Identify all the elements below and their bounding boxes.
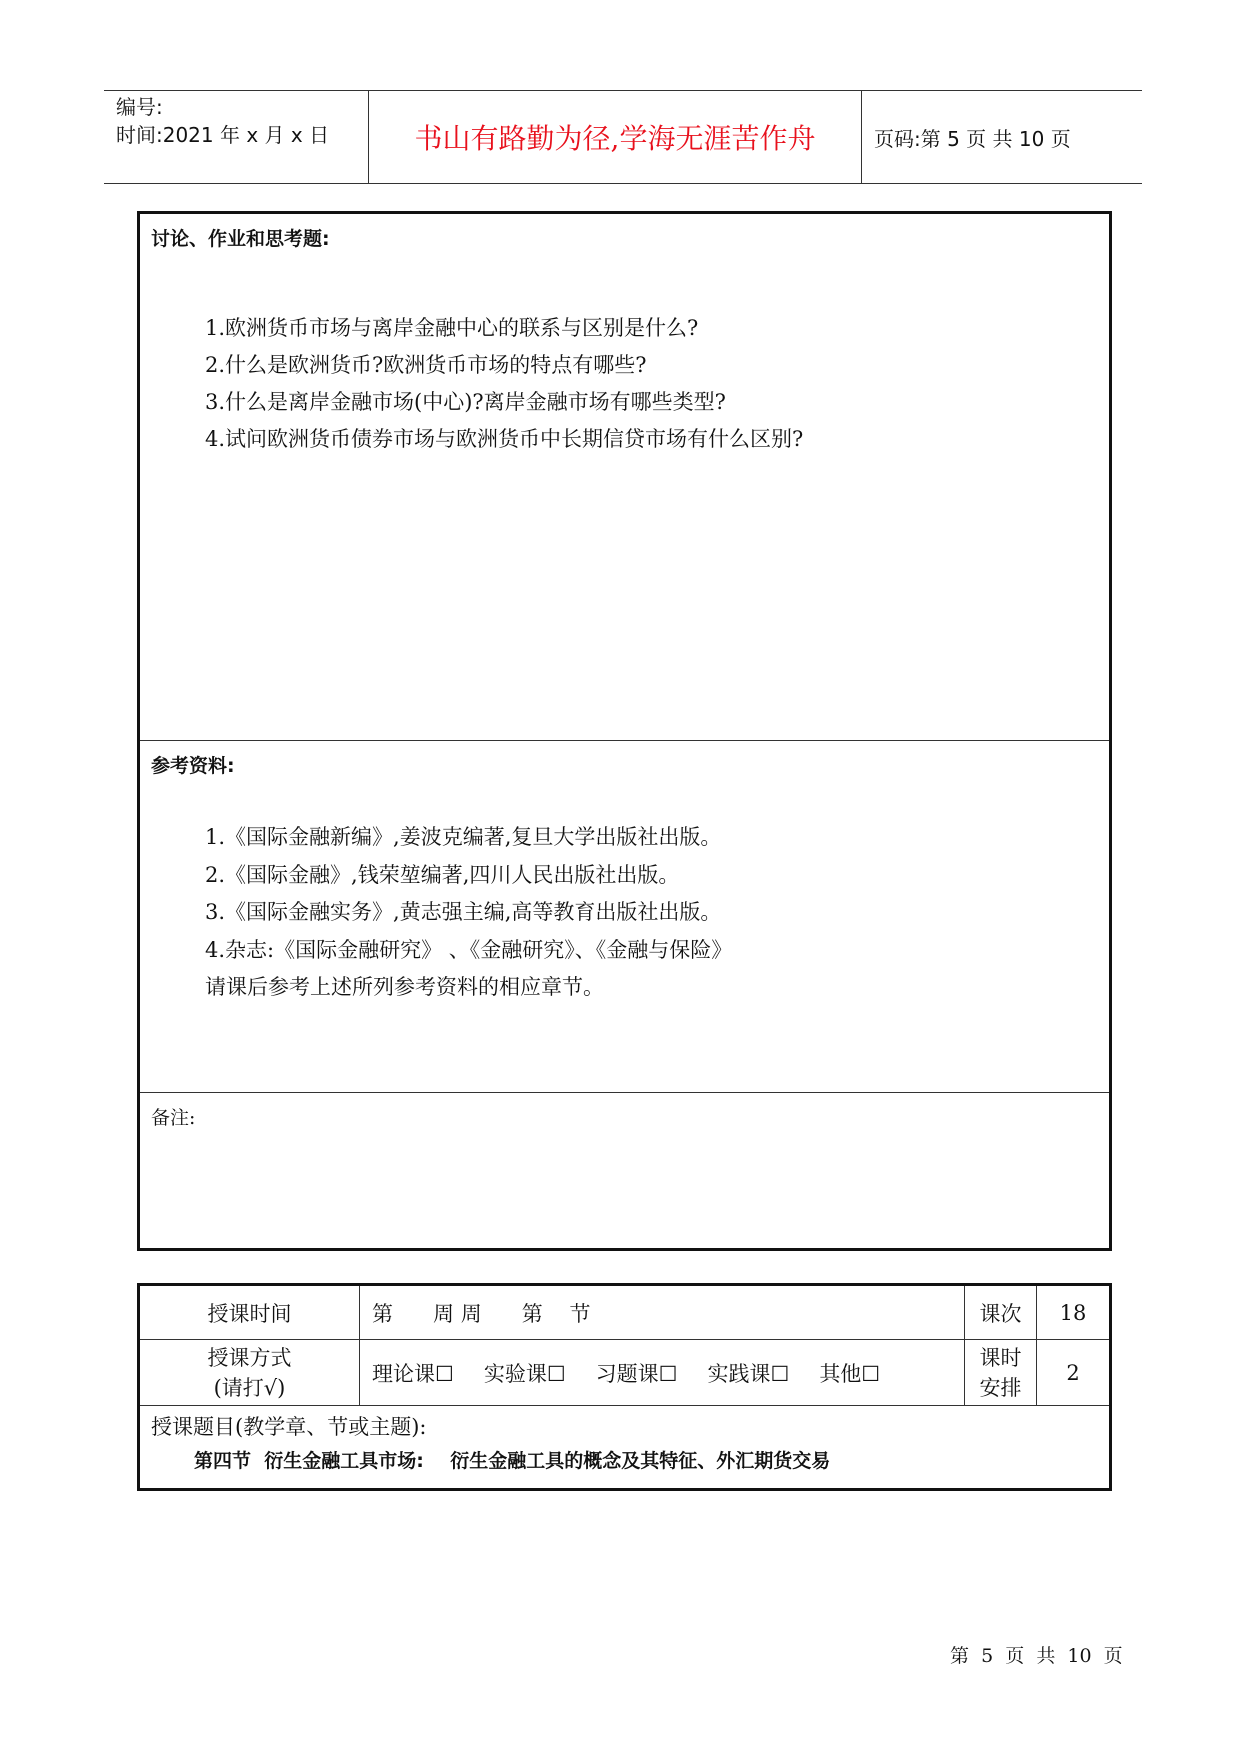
schedule-table xyxy=(137,1283,1112,1491)
time-value: 第 周 周 第 节 xyxy=(360,1286,965,1339)
list-item: 3.什么是离岸金融市场(中心)?离岸金融市场有哪些类型? xyxy=(205,390,726,414)
page-code: 页码:第 5 页 共 10 页 xyxy=(874,126,1071,151)
lesson-no-label: 课次 xyxy=(965,1286,1037,1339)
discussion-section xyxy=(140,214,1109,741)
list-item: 请课后参考上述所列参考资料的相应章节。 xyxy=(205,975,604,999)
lesson-no: 18 xyxy=(1059,1300,1087,1325)
remarks-title: 备注: xyxy=(151,1107,196,1129)
method-label xyxy=(140,1340,360,1405)
hours-label xyxy=(965,1340,1037,1405)
method-options xyxy=(360,1340,965,1405)
method-option-theory[interactable]: 理论课☐ xyxy=(372,1361,454,1386)
method-label-line-1: 授课方式 xyxy=(207,1345,292,1370)
list-item: 2.《国际金融》,钱荣堃编著,四川人民出版社出版。 xyxy=(205,862,680,887)
discussion-title: 讨论、作业和思考题: xyxy=(151,228,330,250)
list-item: 1.《国际金融新编》,姜波克编著,复旦大学出版社出版。 xyxy=(205,825,722,849)
page-header xyxy=(104,90,1142,184)
method-label-line-2: (请打√) xyxy=(213,1375,286,1400)
list-item: 3.《国际金融实务》,黄志强主编,高等教育出版社出版。 xyxy=(205,900,722,924)
list-item: 1.欧洲货币市场与离岸金融中心的联系与区别是什么? xyxy=(205,316,699,340)
reference-list xyxy=(205,819,1098,1007)
method-option-exercise[interactable]: 习题课☐ xyxy=(595,1361,678,1386)
method-option-other[interactable]: 其他☐ xyxy=(819,1361,881,1386)
topic-cell xyxy=(140,1406,1109,1488)
hours-label-line-2: 安排 xyxy=(979,1375,1022,1400)
number-label: 编号: xyxy=(116,95,163,119)
topic-label: 授课题目(教学章、节或主题): xyxy=(151,1415,427,1439)
list-item: 4.杂志:《国际金融研究》 、《金融研究》、《金融与保险》 xyxy=(205,937,733,962)
page-footer: 第 5 页 共 10 页 xyxy=(950,1645,1123,1667)
table-row xyxy=(140,1340,1109,1406)
method-option-practice[interactable]: 实践课☐ xyxy=(707,1361,790,1386)
hours-label-line-1: 课时 xyxy=(979,1345,1022,1370)
header-meta xyxy=(104,91,369,183)
hours-value: 2 xyxy=(1066,1360,1080,1385)
method-option-lab[interactable]: 实验课☐ xyxy=(483,1361,566,1386)
references-title: 参考资料: xyxy=(151,755,235,777)
time-label: 授课时间 xyxy=(140,1286,360,1339)
list-item: 4.试问欧洲货币债券市场与欧洲货币中长期信贷市场有什么区别? xyxy=(205,427,804,451)
list-item: 2.什么是欧洲货币?欧洲货币市场的特点有哪些? xyxy=(205,353,647,377)
table-row xyxy=(140,1286,1109,1340)
content-box xyxy=(137,211,1112,1251)
references-section xyxy=(140,741,1109,1093)
question-list xyxy=(205,310,1098,458)
topic-text: 第四节 衍生金融工具市场: 衍生金融工具的概念及其特征、外汇期货交易 xyxy=(194,1450,831,1472)
time-line: 时间:2021 年 x 月 x 日 xyxy=(116,123,330,147)
remarks-section xyxy=(140,1093,1109,1248)
motto: 书山有路勤为径,学海无涯苦作舟 xyxy=(369,91,862,183)
